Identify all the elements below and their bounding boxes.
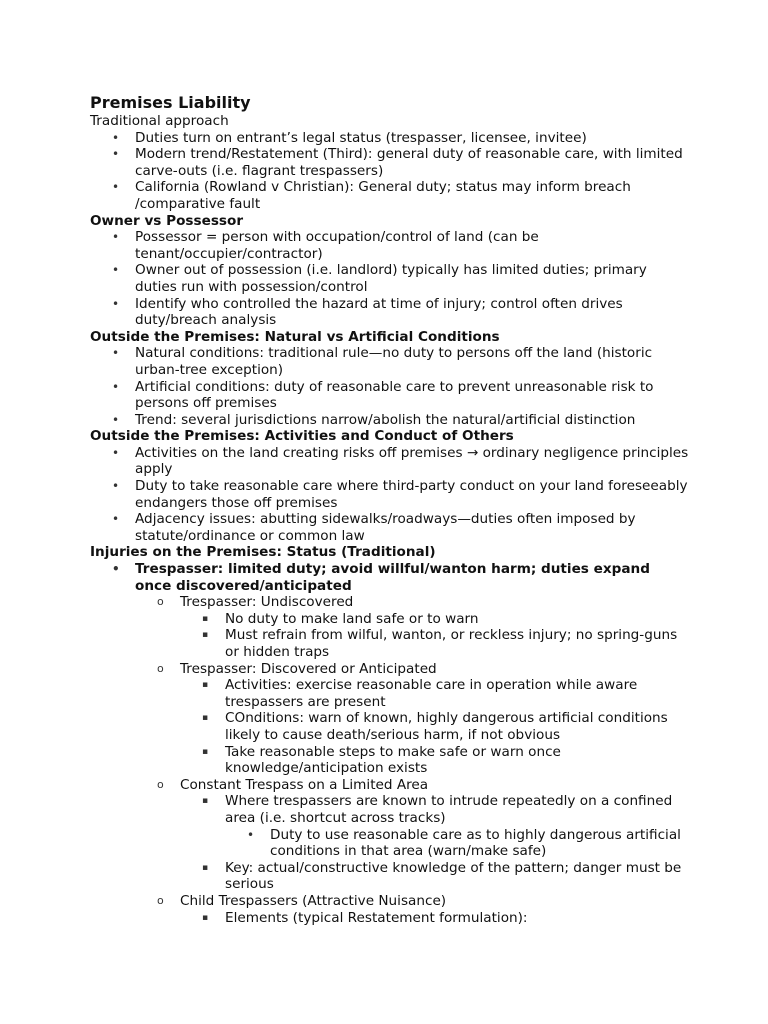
list-item: • Modern trend/Restatement (Third): general duty of reasonable care, with limited carve-outs (i.e. flagrant trespassers)	[112, 146, 683, 179]
list-item: ▪ Where trespassers are known to intrude repeatedly on a confined area (i.e. shortcut across tracks)	[202, 793, 673, 826]
list-item-constant-trespass: o Constant Trespass on a Limited Area	[157, 776, 429, 793]
bullet-icon: ▪	[202, 713, 209, 724]
list-item: ▪ Take reasonable steps to make safe or warn once knowledge/anticipation exists	[202, 743, 561, 777]
bullet-icon: •	[112, 346, 120, 361]
owner-list	[90, 229, 690, 329]
list-item: • Trend: several jurisdictions narrow/abolish the natural/artificial distinction	[112, 411, 636, 428]
list-item: ▪ COnditions: warn of known, highly dangerous artificial conditions likely to cause death/serious harm, if not obvious	[202, 710, 668, 743]
list-item: ▪ Key: actual/constructive knowledge of the pattern; danger must be serious	[202, 859, 682, 893]
section-heading-outside-natural: Outside the Premises: Natural vs Artificial Conditions	[90, 328, 500, 345]
bullet-icon: o	[157, 777, 164, 791]
bullet-icon: •	[112, 230, 120, 245]
section-heading-owner: Owner vs Possessor	[90, 212, 244, 229]
bullet-icon: •	[112, 180, 120, 195]
bullet-icon: ▪	[202, 912, 209, 923]
section-heading-injuries: Injuries on the Premises: Status (Traditional)	[90, 544, 436, 561]
bullet-icon: •	[112, 479, 120, 494]
list-item: • Natural conditions: traditional rule—no duty to persons off the land (historic urban-tree exception)	[112, 345, 653, 378]
bullet-icon: •	[112, 263, 120, 278]
bullet-icon: o	[157, 661, 164, 675]
list-item: • Identify who controlled the hazard at time of injury; control often drives duty/breach analysis	[112, 295, 623, 329]
bullet-icon: •	[112, 562, 120, 577]
bullet-icon: o	[157, 893, 164, 907]
list-item-trespasser: • Trespasser: limited duty; avoid willful/wanton harm; duties expand once discovered/anticipated	[112, 561, 650, 594]
list-item: • California (Rowland v Christian): General duty; status may inform breach /comparative fault	[112, 179, 631, 212]
page-title: Premises Liability	[90, 93, 251, 112]
list-item: • Duty to take reasonable care where third-party conduct on your land foreseeably endangers those off premises	[112, 478, 688, 511]
intro-list	[90, 130, 690, 213]
outside-activities-list	[90, 445, 690, 545]
list-item-discovered: o Trespasser: Discovered or Anticipated	[157, 660, 437, 677]
list-item: • Activities on the land creating risks off premises → ordinary negligence principles apply	[112, 444, 689, 478]
bullet-icon: •	[112, 296, 120, 311]
bullet-icon: •	[112, 512, 120, 527]
document-content	[90, 93, 690, 926]
bullet-icon: •	[112, 379, 120, 394]
bullet-icon: ▪	[202, 613, 209, 624]
bullet-icon: •	[112, 130, 120, 145]
list-item: • Owner out of possession (i.e. landlord) typically has limited duties; primary duties run with possession/control	[112, 262, 647, 295]
list-item: • Possessor = person with occupation/control of land (can be tenant/occupier/contractor)	[112, 229, 539, 262]
injuries-list	[90, 561, 690, 926]
section-heading-outside-activities: Outside the Premises: Activities and Conduct of Others	[90, 428, 514, 445]
list-item: • Artificial conditions: duty of reasonable care to prevent unreasonable risk to persons off premises	[112, 378, 654, 412]
list-item: ▪ Activities: exercise reasonable care in operation while aware trespassers are present	[202, 677, 638, 710]
bullet-icon: ▪	[202, 746, 209, 757]
bullet-icon: ▪	[202, 796, 209, 807]
list-item-child-trespassers: o Child Trespassers (Attractive Nuisance)	[157, 892, 447, 909]
list-item: • Duty to use reasonable care as to highly dangerous artificial conditions in that area (warn/make safe)	[247, 826, 681, 860]
list-item: ▪ Must refrain from wilful, wanton, or reckless injury; no spring-guns or hidden traps	[202, 627, 678, 660]
section-intro: Traditional approach	[90, 113, 229, 129]
bullet-icon: ▪	[202, 630, 209, 641]
bullet-icon: ▪	[202, 680, 209, 691]
outside-natural-list	[90, 345, 690, 428]
bullet-icon: •	[247, 827, 255, 842]
list-item: ▪ No duty to make land safe or to warn	[202, 610, 479, 627]
list-item: • Adjacency issues: abutting sidewalks/roadways—duties often imposed by statute/ordinance or common law	[112, 511, 636, 544]
bullet-icon: ▪	[202, 862, 209, 873]
bullet-icon: •	[112, 412, 120, 427]
list-item: ▪ Elements (typical Restatement formulation):	[202, 909, 528, 926]
bullet-icon: •	[112, 147, 120, 162]
list-item-undiscovered: o Trespasser: Undiscovered	[157, 594, 354, 611]
bullet-icon: o	[157, 595, 164, 609]
list-item: • Duties turn on entrant’s legal status (trespasser, licensee, invitee)	[112, 129, 587, 146]
bullet-icon: •	[112, 445, 120, 460]
